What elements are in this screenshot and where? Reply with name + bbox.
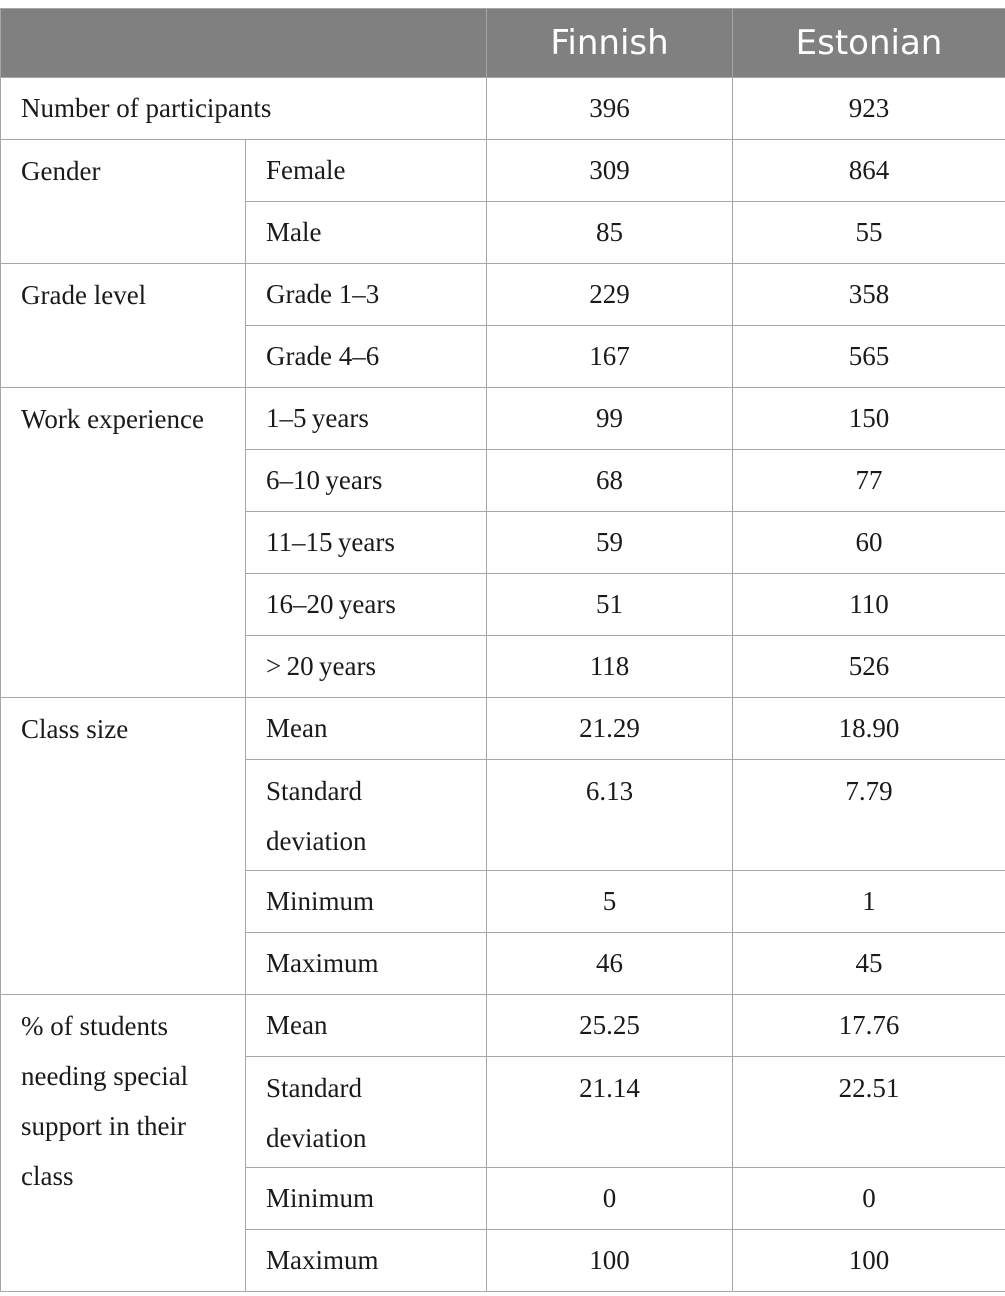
- row-label: 1–5 years: [246, 388, 487, 450]
- estonian-value: 565: [733, 326, 1005, 388]
- finnish-value: 46: [487, 933, 733, 995]
- estonian-value: 358: [733, 264, 1005, 326]
- row-label: Grade 1–3: [246, 264, 487, 326]
- row-label: Standard deviation: [246, 760, 487, 871]
- finnish-value: 118: [487, 636, 733, 698]
- group-label-work-experience: Work experience: [1, 388, 246, 698]
- finnish-value: 25.25: [487, 995, 733, 1057]
- estonian-value: 18.90: [733, 698, 1005, 760]
- estonian-value: 60: [733, 512, 1005, 574]
- table-row: [1, 698, 1005, 760]
- header-estonian: Estonian: [733, 9, 1005, 78]
- estonian-value: 7.79: [733, 760, 1005, 871]
- finnish-value: 68: [487, 450, 733, 512]
- row-label: 11–15 years: [246, 512, 487, 574]
- row-label: Female: [246, 140, 487, 202]
- estonian-value: 77: [733, 450, 1005, 512]
- row-label: 6–10 years: [246, 450, 487, 512]
- group-label-class-size: Class size: [1, 698, 246, 995]
- table-row: [1, 78, 1005, 140]
- finnish-value: 309: [487, 140, 733, 202]
- estonian-value: 45: [733, 933, 1005, 995]
- header-row: [1, 9, 1005, 78]
- estonian-value: 526: [733, 636, 1005, 698]
- finnish-value: 396: [487, 78, 733, 140]
- finnish-value: 21.14: [487, 1057, 733, 1168]
- finnish-value: 59: [487, 512, 733, 574]
- estonian-value: 150: [733, 388, 1005, 450]
- row-label: Minimum: [246, 1168, 487, 1230]
- group-label-gender: Gender: [1, 140, 246, 264]
- row-label: Maximum: [246, 1230, 487, 1292]
- header-finnish: Finnish: [487, 9, 733, 78]
- row-label: Number of participants: [1, 78, 487, 140]
- row-label: Male: [246, 202, 487, 264]
- row-label: Grade 4–6: [246, 326, 487, 388]
- table-row: [1, 388, 1005, 450]
- finnish-value: 167: [487, 326, 733, 388]
- header-empty-cell: [1, 9, 487, 78]
- row-label: 16–20 years: [246, 574, 487, 636]
- table-row: [1, 264, 1005, 326]
- finnish-value: 229: [487, 264, 733, 326]
- finnish-value: 21.29: [487, 698, 733, 760]
- finnish-value: 100: [487, 1230, 733, 1292]
- estonian-value: 0: [733, 1168, 1005, 1230]
- finnish-value: 0: [487, 1168, 733, 1230]
- table-body: [1, 78, 1005, 1292]
- finnish-value: 85: [487, 202, 733, 264]
- estonian-value: 1: [733, 871, 1005, 933]
- table-row: [1, 140, 1005, 202]
- row-label: Maximum: [246, 933, 487, 995]
- row-label: Mean: [246, 995, 487, 1057]
- group-label-grade-level: Grade level: [1, 264, 246, 388]
- finnish-value: 5: [487, 871, 733, 933]
- estonian-value: 17.76: [733, 995, 1005, 1057]
- estonian-value: 923: [733, 78, 1005, 140]
- estonian-value: 22.51: [733, 1057, 1005, 1168]
- finnish-value: 51: [487, 574, 733, 636]
- row-label: Mean: [246, 698, 487, 760]
- estonian-value: 55: [733, 202, 1005, 264]
- estonian-value: 100: [733, 1230, 1005, 1292]
- finnish-value: 6.13: [487, 760, 733, 871]
- row-label: Minimum: [246, 871, 487, 933]
- row-label: > 20 years: [246, 636, 487, 698]
- group-label-special-support: % of students needing special support in their class: [1, 995, 246, 1292]
- estonian-value: 110: [733, 574, 1005, 636]
- participants-table: [0, 8, 1005, 1292]
- table-row: [1, 995, 1005, 1057]
- row-label: Standard deviation: [246, 1057, 487, 1168]
- estonian-value: 864: [733, 140, 1005, 202]
- table-header: [1, 9, 1005, 78]
- finnish-value: 99: [487, 388, 733, 450]
